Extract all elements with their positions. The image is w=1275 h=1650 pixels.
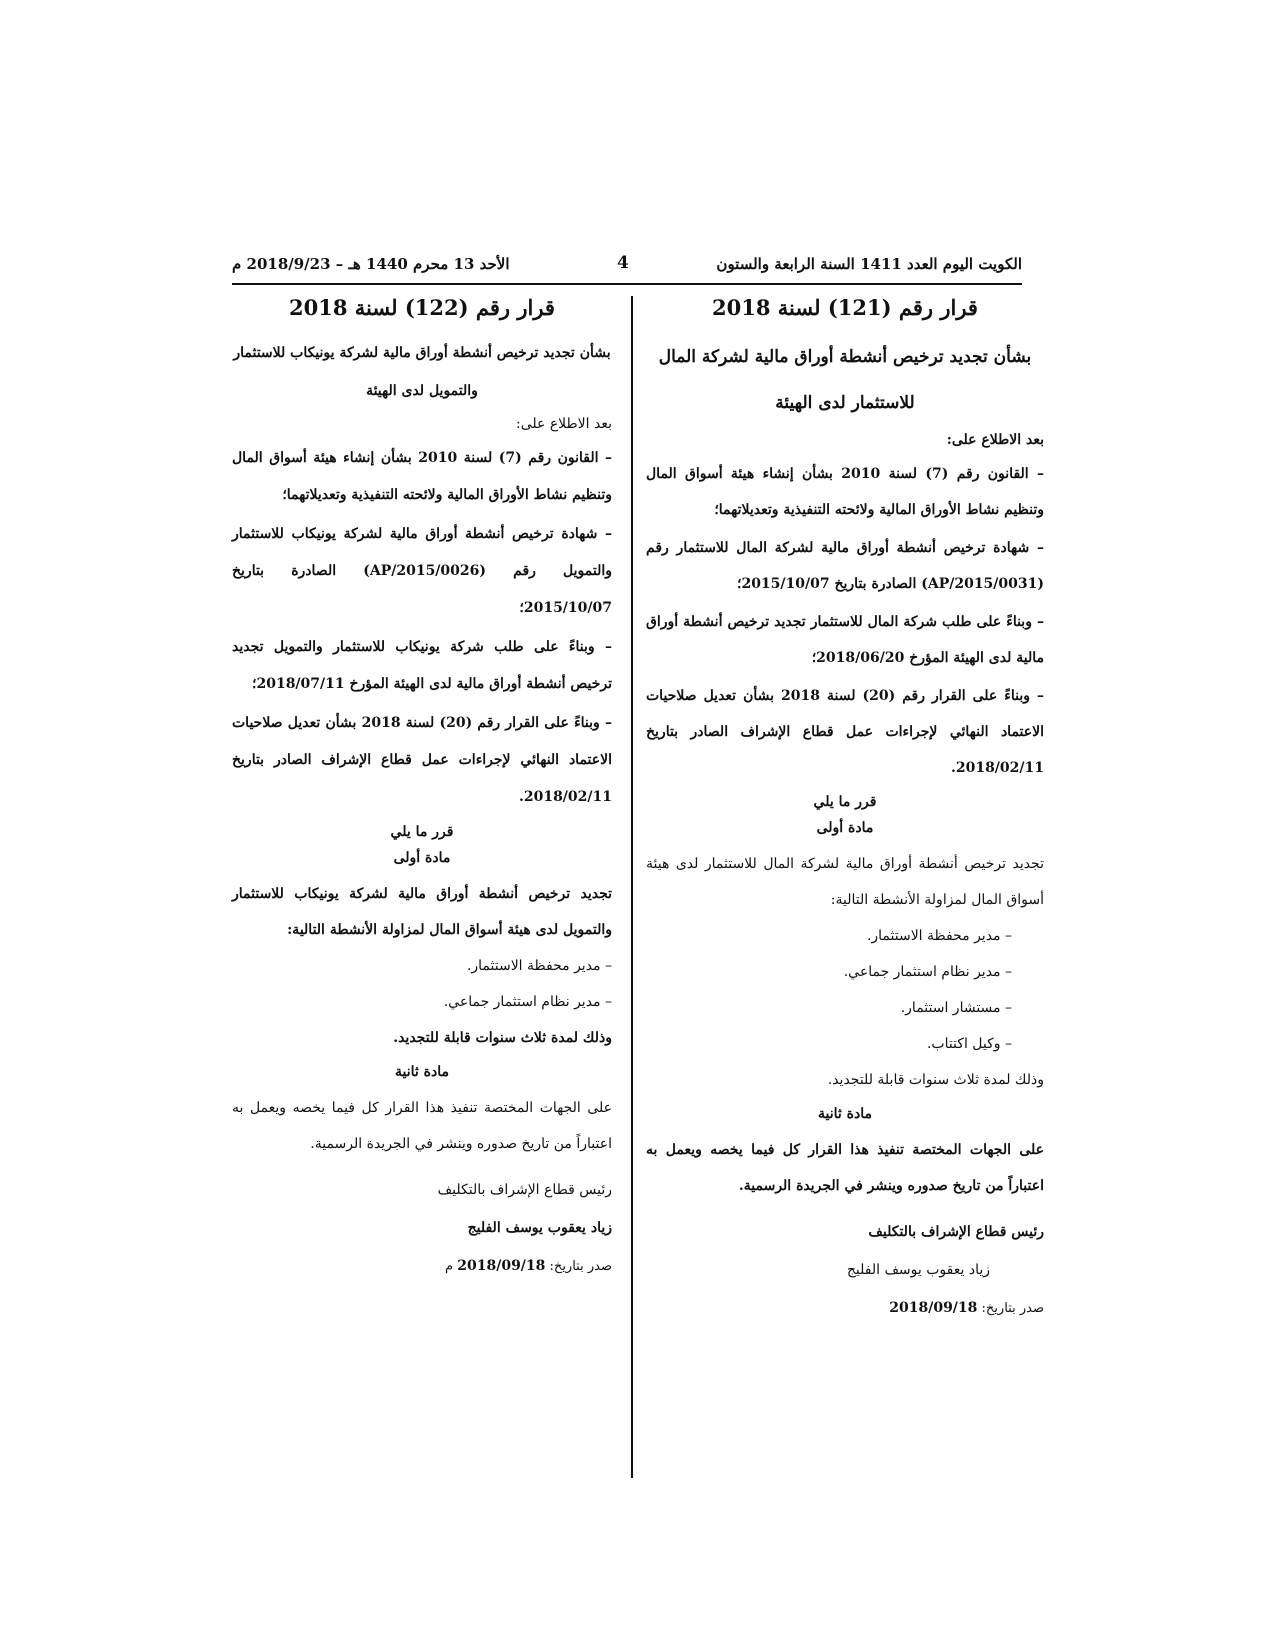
issued-label: صدر بتاريخ: (981, 1301, 1044, 1316)
decision-subject-line-1: بشأن تجديد ترخيص أنشطة أوراق مالية لشركة المال (658, 347, 1032, 367)
article-2-heading: مادة ثانية (395, 1064, 449, 1080)
decision-title: قرار رقم (122) لسنة 2018 (289, 295, 555, 320)
activity-item: – مدير نظام استثمار جماعي. (843, 964, 1012, 980)
activity-item: – مستشار استثمار. (900, 1000, 1012, 1016)
column-divider (631, 296, 633, 1478)
duration-text: وذلك لمدة ثلاث سنوات قابلة للتجديد. (827, 1072, 1044, 1088)
issued-label: صدر بتاريخ: (549, 1259, 612, 1274)
signatory-name: زياد يعقوب يوسف الفليج (846, 1262, 990, 1278)
activity-item: – مدير محفظة الاستثمار. (466, 958, 612, 974)
preamble-clause: – وبناءً على طلب شركة المال للاستثمار تجديد ترخيص أنشطة أوراق مالية لدى الهيئة المؤرخ 2018/06/20؛ (646, 614, 1044, 666)
decision-122 (232, 295, 612, 1274)
article-1-body: تجديد ترخيص أنشطة أوراق مالية لشركة يونيكاب للاستثمار والتمويل لدى هيئة أسواق المال لمزاولة الأنشطة التالية: (232, 886, 612, 938)
article-1-body: تجديد ترخيص أنشطة أوراق مالية لشركة المال للاستثمار لدى هيئة أسواق المال لمزاولة الأنشطة التالية: (646, 856, 1044, 908)
preamble-clause: – وبناءً على القرار رقم (20) لسنة 2018 بشأن تعديل صلاحيات الاعتماد النهائي لإجراءات عمل قطاع الإشراف الصادر بتاريخ 2018/02/11. (232, 715, 613, 805)
preamble-clause: – شهادة ترخيص أنشطة أوراق مالية لشركة المال للاستثمار رقم (AP/2015/0031) الصادرة بتاريخ 2015/10/07؛ (646, 540, 1044, 592)
article-1-heading: مادة أولى (816, 820, 874, 836)
header-gazette-issue: الكويت اليوم العدد 1411 السنة الرابعة والستون (716, 255, 1022, 273)
signatory-name: زياد يعقوب يوسف الفليج (467, 1220, 612, 1236)
issued-date-line (232, 1258, 612, 1274)
decision-title: قرار رقم (121) لسنة 2018 (712, 295, 978, 320)
article-2-heading: مادة ثانية (818, 1106, 872, 1122)
preamble-clause: – وبناءً على طلب شركة يونيكاب للاستثمار والتمويل تجديد ترخيص أنشطة أوراق مالية لدى الهيئة المؤرخ 2018/07/11؛ (232, 639, 612, 692)
issued-date: 2018/09/18 (457, 1258, 546, 1274)
decision-subject-line-1: بشأن تجديد ترخيص أنشطة أوراق مالية لشركة يونيكاب للاستثمار (233, 345, 611, 361)
decided-heading: قرر ما يلي (390, 824, 454, 840)
page-number: 4 (617, 253, 629, 273)
article-1-heading: مادة أولى (393, 850, 451, 866)
header-date: الأحد 13 محرم 1440 هـ – 2018/9/23 م (232, 255, 510, 273)
activity-item: – مدير محفظة الاستثمار. (866, 928, 1012, 944)
activity-item: – وكيل اكتتاب. (926, 1036, 1012, 1052)
article-2-body: على الجهات المختصة تنفيذ هذا القرار كل فيما يخصه ويعمل به اعتباراً من تاريخ صدوره وينشر في الجريدة الرسمية. (232, 1100, 612, 1152)
preamble-intro: بعد الاطلاع على: (516, 416, 612, 432)
preamble-clause: – القانون رقم (7) لسنة 2010 بشأن إنشاء هيئة أسواق المال وتنظيم نشاط الأوراق المالية ولائحته التنفيذية وتعديلاتهما؛ (232, 450, 613, 503)
issued-date-line (646, 1300, 1044, 1316)
duration-text: وذلك لمدة ثلاث سنوات قابلة للتجديد. (393, 1030, 612, 1046)
decision-subject-line-2: للاستثمار لدى الهيئة (775, 393, 915, 413)
issued-suffix: م (445, 1259, 454, 1274)
activity-item: – مدير نظام استثمار جماعي. (443, 994, 612, 1010)
preamble-intro: بعد الاطلاع على: (946, 432, 1044, 448)
article-2-body: على الجهات المختصة تنفيذ هذا القرار كل فيما يخصه ويعمل به اعتباراً من تاريخ صدوره وينشر في الجريدة الرسمية. (646, 1142, 1044, 1194)
decision-121 (646, 295, 1044, 1316)
preamble-clause: – شهادة ترخيص أنشطة أوراق مالية لشركة يونيكاب للاستثمار والتمويل رقم (AP/2015/0026) الصادرة بتاريخ 2015/10/07؛ (232, 526, 612, 616)
decision-subject-line-2: والتمويل لدى الهيئة (366, 383, 478, 399)
signatory-title: رئيس قطاع الإشراف بالتكليف (437, 1182, 612, 1198)
decided-heading: قرر ما يلي (813, 794, 877, 810)
issued-date: 2018/09/18 (889, 1300, 978, 1316)
preamble-clause: – القانون رقم (7) لسنة 2010 بشأن إنشاء هيئة أسواق المال وتنظيم نشاط الأوراق المالية ولائحته التنفيذية وتعديلاتهما؛ (646, 466, 1045, 518)
preamble-clause: – وبناءً على القرار رقم (20) لسنة 2018 بشأن تعديل صلاحيات الاعتماد النهائي لإجراءات عمل قطاع الإشراف الصادر بتاريخ 2018/02/11. (646, 688, 1045, 776)
page-header (232, 253, 1022, 285)
signatory-title: رئيس قطاع الإشراف بالتكليف (868, 1224, 1044, 1240)
